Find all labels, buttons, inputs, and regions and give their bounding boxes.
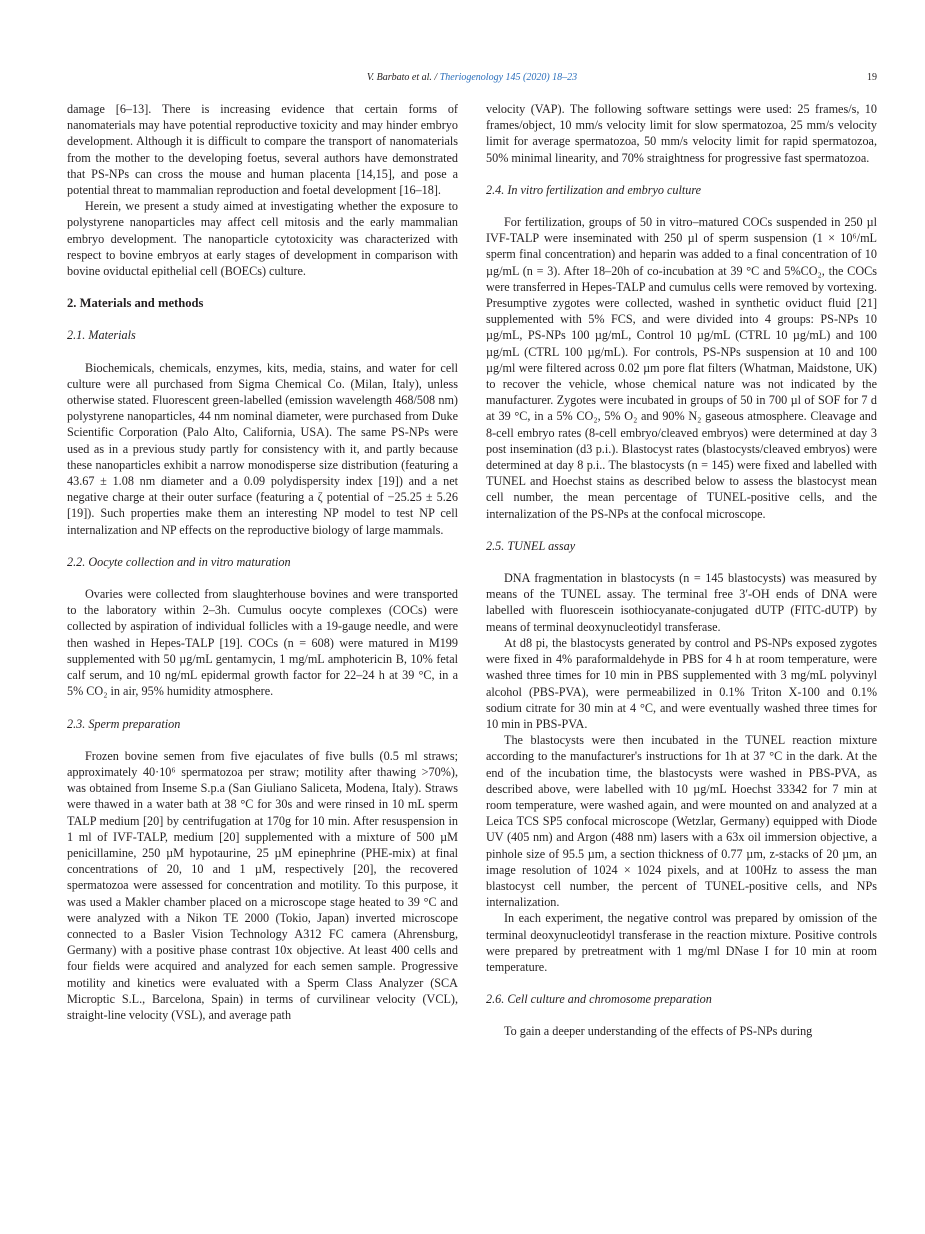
right-column <box>486 101 877 1040</box>
running-header <box>67 72 877 88</box>
tunel-paragraph-4: In each experiment, the negative control was prepared by omission of the terminal deoxynucleotidyl transferase in the reaction mixture. Positive controls were prepared by pretreatment with 1 mg/ml DNase I for 10 min at room temperature. <box>486 911 877 974</box>
ivf-paragraph: For fertilization, groups of 50 in vitro–matured COCs suspended in 250 µl IVF-TALP were inseminated with 250 µl of sperm suspension (1 × 10⁶/mL sperm final concentration) and heparin was added to a final concentration of 10 µg/mL (n = 3). After 18–20h of co-incubation at 39 °C and 5%CO₂, the COCs were transferred in Hepes-TALP and cumulus cells were removed by vortexing. Presumptive zygotes were collected, washed in synthetic oviduct fluid [21] supplemented with 5% FCS, and were divided into 4 groups: PS-NPs 10 µg/mL, PS-NPs 100 µg/mL, Control 10 µg/mL (CTRL 10 µg/mL) and 100 µg/mL (CTRL 100 µg/mL). For controls, PS-NPs suspension at 10 and 100 µg/ml were filtered across 0.02 µm pore flat filters (Whatman, Maidstone, UK) to recover the vehicle, whose chemical nature was not indicated by the manufacturer. Zygotes were incubated in groups of 50 in 700 µl of SOF for 7 d at 39 °C, in a 5% CO₂, 5% O₂ and 90% N₂ gaseous atmosphere. Cleavage and 8-cell embryo rates (8-cell embryo/cleaved embryos) were determined at day 3 post insemination (d3 p.i.). Blastocyst rates (blastocysts/cleaved embryos) were determined at day 8 p.i.. The blastocysts (n = 145) were fixed and labelled with TUNEL and Hoechst stains as described below to assess the blastocyst mean cell number, the mean percentage of TUNEL-positive cells, and the internalization of the PS-NPs at the confocal microscope. <box>486 215 877 521</box>
subsection-heading-materials: 2.1. Materials <box>67 328 136 343</box>
subsection-heading-cell-culture: 2.6. Cell culture and chromosome preparation <box>486 992 712 1007</box>
intro-paragraph-continued: damage [6–13]. There is increasing evidence that certain forms of nanomaterials may have potential reproductive toxicity and may hinder embryo development. Although it is difficult to compare the transport of nanomaterials from the mother to the developing foetus, several authors have demonstrated that PS-NPs can cross the mouse and human placenta [14,15], and pose a potential threat to mammalian reproduction and foetal development [16–18]. <box>67 102 458 198</box>
running-head: V. Barbato et al. / Theriogenology 145 (2020) 18–23 <box>366 72 578 83</box>
tunel-paragraph-2: At d8 pi, the blastocysts generated by control and PS-NPs exposed zygotes were fixed in 4% paraformaldehyde in PBS for 4 h at room temperature, were washed three times for 10 min in PBS supplemented with 3 mg/mL polyvinyl alcohol (PBS-PVA), were permeabilized in 0.1% Triton X-100 and 0.1% sodium citrate for 30 min at 4 °C, and were eventually washed three times for 10 min in PBS-PVA. <box>486 635 877 731</box>
subsection-heading-ivf: 2.4. In vitro fertilization and embryo culture <box>486 182 702 197</box>
materials-paragraph: Biochemicals, chemicals, enzymes, kits, media, stains, and water for cell culture were all purchased from Sigma Chemical Co. (Milan, Italy), unless otherwise stated. Fluorescent green-labelled (emission wavelength 468/508 nm) polystyrene nanoparticles, 44 nm nominal diameter, were purchased from Duke Scientific Corporation (Palo Alto, California, USA). The same PS-NPs were used as in a previous study partly for consistency with it, and partly because these nanoparticles exhibit a narrow monodisperse size distribution (featuring a 43.67 ± 1.08 nm diameter and a 0.09 polydispersity index [19]) and a net negative charge at their outer surface (featuring a ζ potential of −25.25 ± 5.26 [19]). Such properties make them an interesting NP model to test NP cell internalization and NP effects on the reproductive biology of large mammals. <box>67 360 458 537</box>
tunel-paragraph-1: DNA fragmentation in blastocysts (n = 145 blastocysts) was measured by means of the TUNEL assay. The terminal free 3′-OH ends of DNA were labelled with fluorescein isothiocyanate-conjugated dUTP (FITC-dUTP) by means of terminal deoxynucleotidyl transferase. <box>486 571 877 634</box>
subsection-heading-oocyte: 2.2. Oocyte collection and in vitro maturation <box>67 554 291 569</box>
journal-citation-link[interactable]: Theriogenology 145 (2020) 18–23 <box>439 72 578 83</box>
subsection-heading-sperm: 2.3. Sperm preparation <box>67 716 181 731</box>
sperm-paragraph-continued: velocity (VAP). The following software settings were used: 25 frames/s, 10 frames/object, 10 mm/s velocity limit for slow spermatozoa, 25 mm/s velocity limit for average spermatozoa, 50 mm/s velocity limit for rapid spermatozoa, 50% minimal linearity, and 70% straightness for progressive fast spermatozoa. <box>486 102 877 165</box>
cell-culture-paragraph: To gain a deeper understanding of the effects of PS-NPs during <box>504 1024 813 1039</box>
sperm-paragraph: Frozen bovine semen from five ejaculates of five bulls (0.5 ml straws; approximately 40·10⁶ spermatozoa per straw; motility after thawing >70%), was obtained from Inseme S.p.a (San Giuliano Saliceta, Modena, Italy). Straws were thawed in a water bath at 38 °C for 30s and were rinsed in 10 mL sperm TALP medium [20] by centrifugation at 170g for 10 min. After resuspension in 1 ml of IVF-TALP, medium [20] supplemented with a mixture of 500 µM penicillamine, 250 µM hypotaurine, 25 µM epinephrine (PHE-mix) at final concentrations of 20, 10 and 1 µM, respectively [20], the recovered spermatozoa were assessed for concentration and motility. To this purpose, it was used a Makler chamber placed on a microscope stage heated to 39 °C and were analyzed with a Nikon TE 2000 (Tokio, Japan) inverted microscope connected to a Basler Vision Technology A312 FC camera (Ahrensburg, Germany) with a positive phase contrast 10x objective. At least 400 cells and four fields were acquired and analyzed for each semen sample. Progressive motility and kinetics were evaluated with a Sperm Class Analyzer (SCA Microptic S.L., Barcelona, Spain) in terms of curvilinear velocity (VCL), straight-line velocity (VSL), and average path <box>67 748 458 1022</box>
page-number: 19 <box>867 72 877 83</box>
intro-paragraph-aim: Herein, we present a study aimed at investigating whether the exposure to polystyrene nanoparticles may affect cell mitosis and the early mammalian embryo development. The nanoparticle cytotoxicity was characterized with respect to bovine embryos at early stages of development in comparison with bovine oviductal epithelial cell (BOECs) culture. <box>67 199 458 279</box>
subsection-heading-tunel: 2.5. TUNEL assay <box>486 538 576 553</box>
section-heading-methods: 2. Materials and methods <box>67 296 204 311</box>
left-column <box>67 101 458 1023</box>
oocyte-paragraph: Ovaries were collected from slaughterhouse bovines and were transported to the laboratory within 2–3h. Cumulus oocyte complexes (COCs) were collected by aspiration of individual follicles with a 19-gauge needle, and were then washed in Hepes-TALP [19]. COCs (n = 608) were matured in M199 supplemented with 50 µg/mL gentamycin, 1 mg/mL amphotericin B, 10% fetal calf serum, and 10 ng/mL epidermal growth factor for 22–24 h at 39 °C, in a 5% CO₂ in air, 95% humidity atmosphere. <box>67 587 458 699</box>
tunel-paragraph-3: The blastocysts were then incubated in the TUNEL reaction mixture according to the manufacturer's instructions for 1h at 37 °C in the dark. At the end of the incubation time, the blastocysts were washed in PBS-PVA, as described above, were labelled with 10 µg/mL Hoechst 33342 for 7 min at room temperature, were washed again, and were mounted on and analyzed at a Leica TCS SP5 confocal microscope (Wetzlar, Germany) equipped with Diode UV (405 nm) and Argon (488 nm) lasers with a 63x oil immersion objective, a pinhole size of 95.5 µm, a section thickness of 0.77 µm, z-stacks of 20 µm, an image resolution of 1024 × 1024 pixels, and at 100Hz to assess the man blastocyst cell number, the percent of TUNEL-positive cells, and NPs internalization. <box>486 733 877 910</box>
